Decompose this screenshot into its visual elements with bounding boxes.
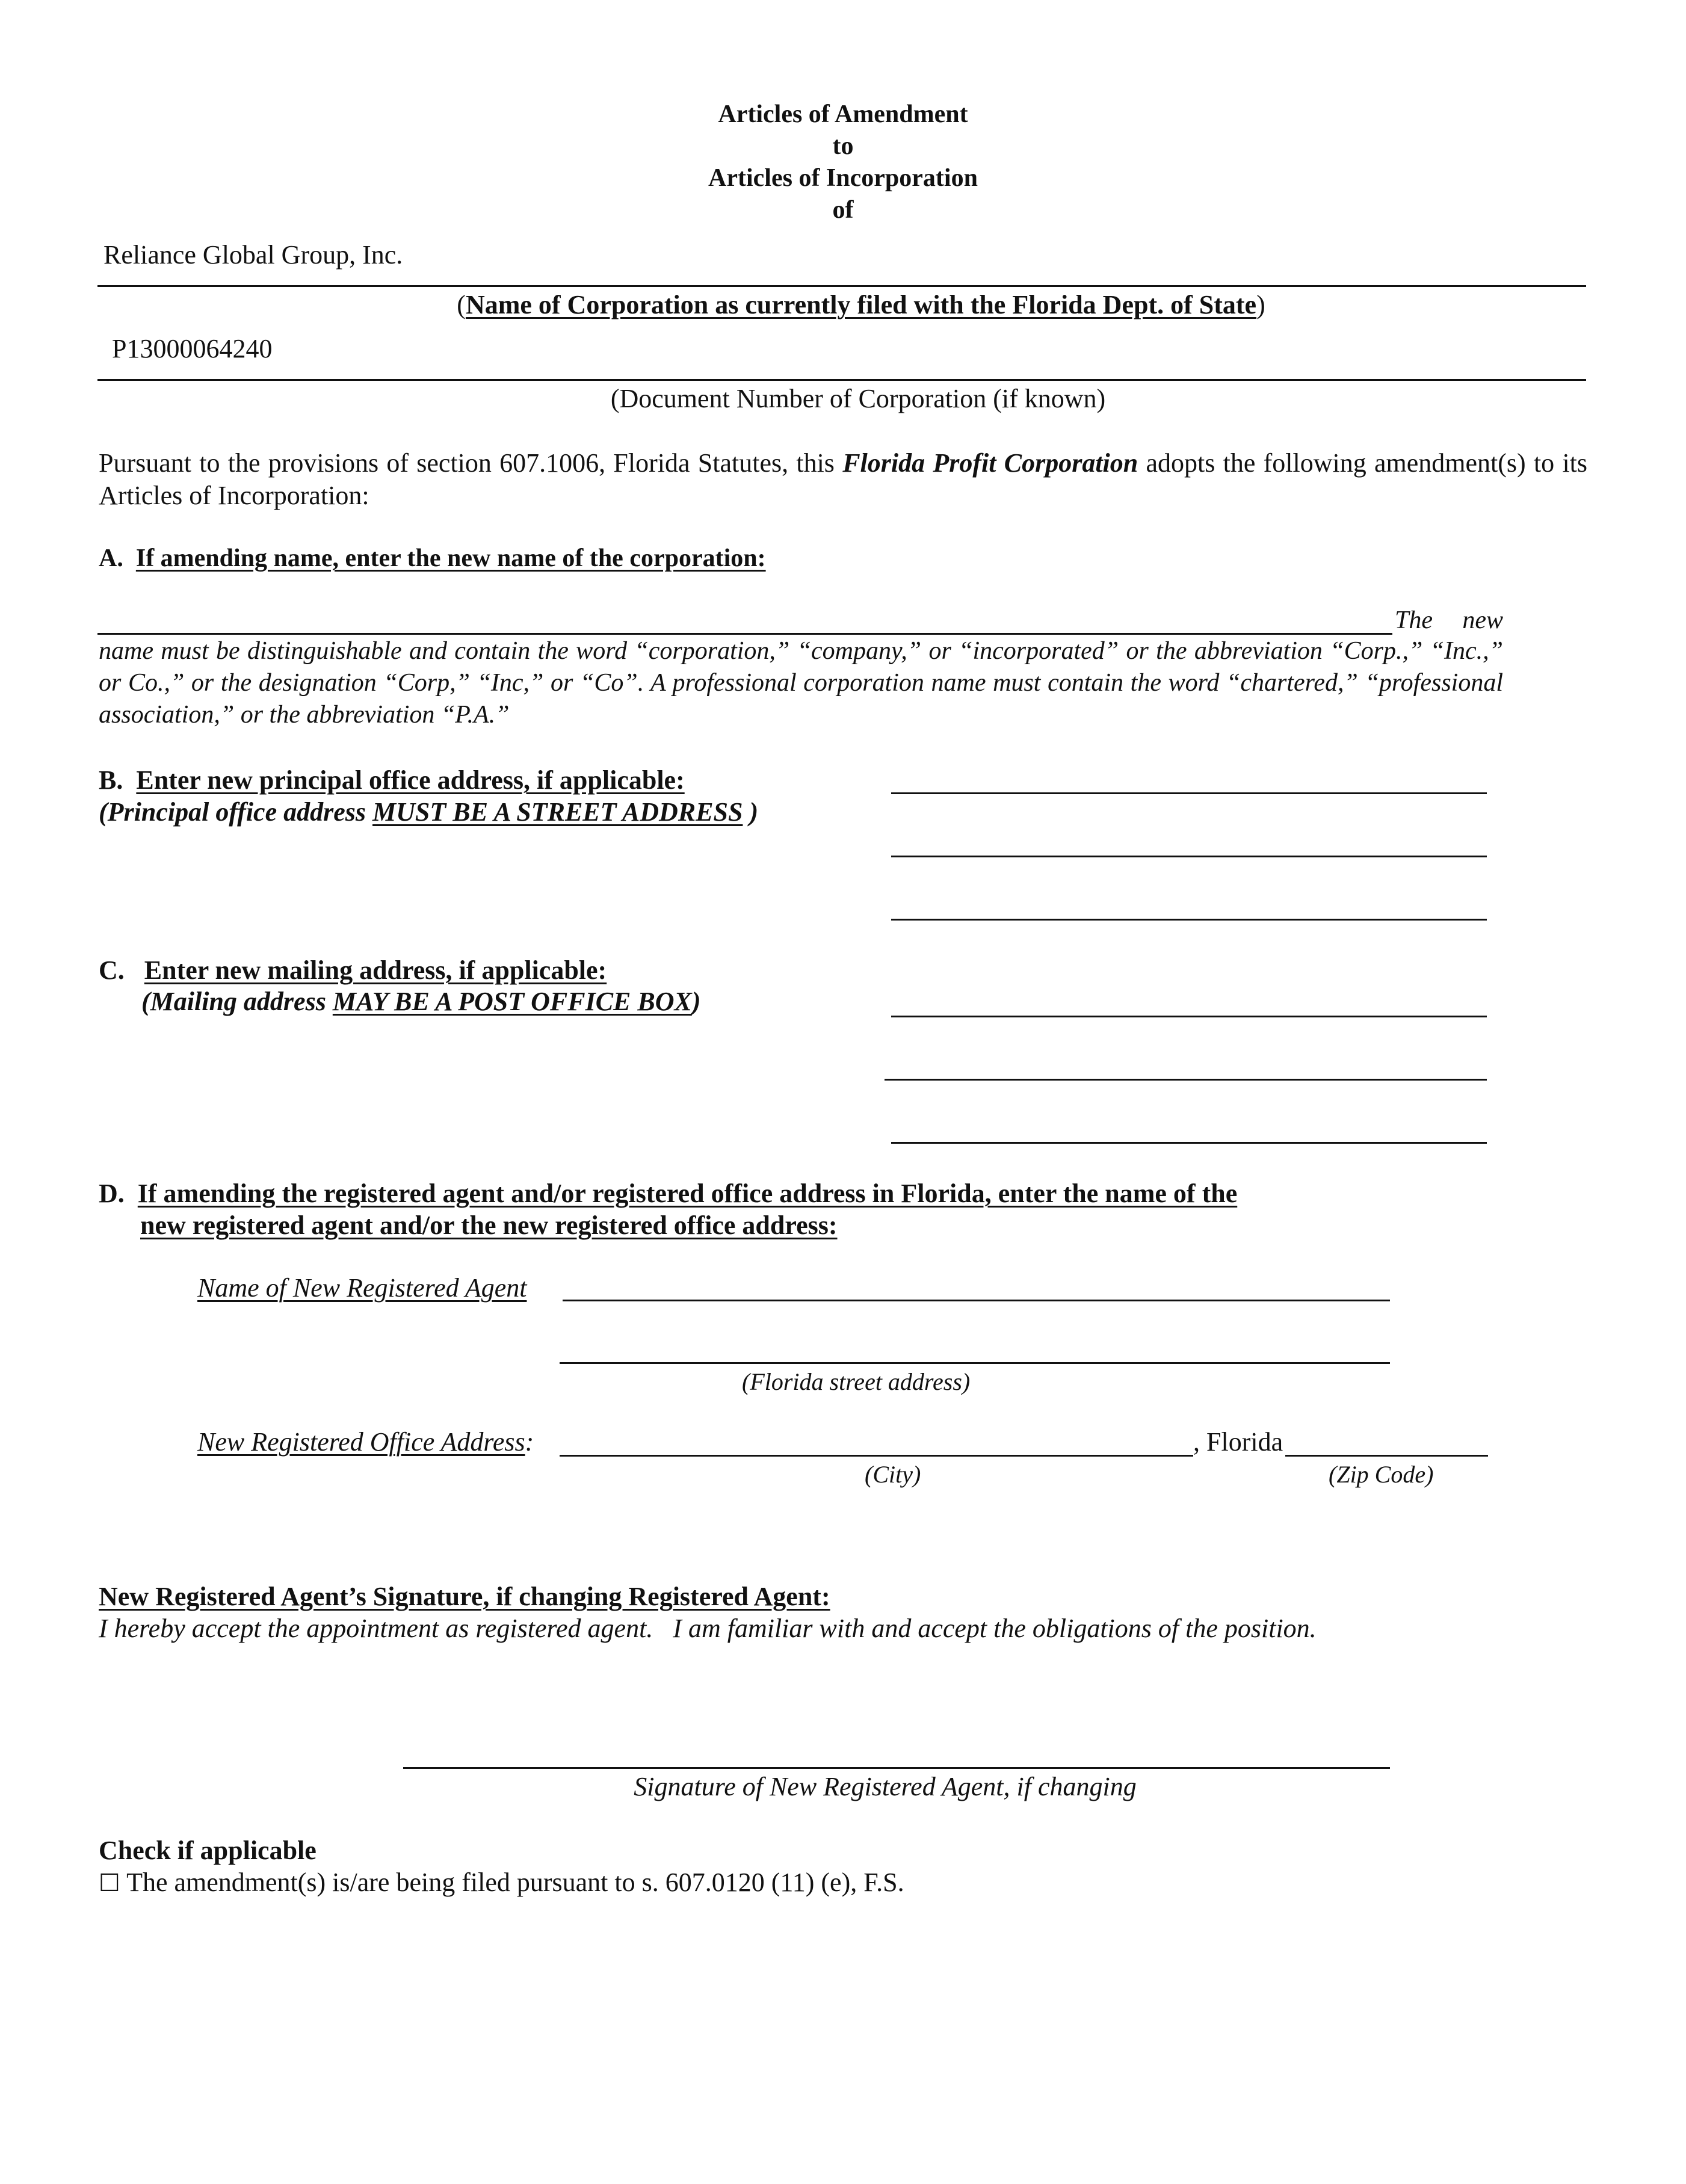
section-d-heading-1 [99,1177,1237,1210]
intro-paragraph [99,447,1587,512]
section-a-heading-text: If amending name, enter the new name of the corporation: [135,544,766,572]
check-text: The amendment(s) is/are being filed pursuant to s. 607.0120 (11) (e), F.S. [126,1868,904,1897]
principal-address-line-3[interactable] [891,919,1487,921]
section-d-prefix: D. [99,1179,125,1208]
street-address-caption: (Florida street address) [742,1368,971,1395]
title-line-3: Articles of Incorporation [708,164,978,192]
checkbox[interactable]: ☐ [99,1869,120,1897]
section-a-prefix: A. [99,544,123,572]
signature-heading: New Registered Agent’s Signature, if changing Registered Agent: [99,1582,830,1611]
title-line-2: to [832,132,854,160]
agent-signature-field[interactable] [403,1767,1390,1769]
city-field[interactable] [560,1455,1193,1457]
section-c-note-before: (Mailing address [141,987,333,1016]
section-c-note-emphasis: MAY BE A POST OFFICE BOX [332,987,692,1016]
section-c-heading [99,954,607,987]
section-a-heading [99,542,766,575]
mailing-address-line-3[interactable] [891,1142,1487,1144]
title-line-1: Articles of Amendment [718,100,968,128]
florida-street-address-field[interactable] [560,1362,1390,1364]
document-number-line[interactable] [97,379,1586,381]
section-b-note-after: ) [743,797,759,827]
signature-statement: I hereby accept the appointment as registered agent. I am familiar with and accept the obligations of the position. [99,1614,1317,1643]
intro-text-after: adopts the following amendment(s) to its Articles of Incorporation: [99,448,1588,510]
principal-address-line-1[interactable] [891,792,1487,794]
agent-name-field[interactable] [563,1300,1390,1301]
section-c-note [141,986,701,1018]
office-address-colon: : [525,1427,534,1457]
new-corporation-name-field[interactable] [97,633,1392,635]
agent-name-label: Name of New Registered Agent [197,1273,527,1303]
section-a-note: name must be distinguishable and contain the word “corporation,” “company,” or “incorporated” or the abbreviation “Corp.,” “Inc.,” or Co.,” or the designation “Corp,” “Inc,” or “Co”. A professional corporation name must contain the word “chartered,” “professional association,” or the abbreviation “P.A.” [99,637,1503,729]
office-address-label-text: New Registered Office Address [197,1427,525,1457]
office-address-label [197,1426,534,1458]
corporation-name-caption-text: Name of Corporation as currently filed with the Florida Dept. of State [465,290,1257,319]
intro-text-before: Pursuant to the provisions of section 607.1006, Florida Statutes, this [99,448,843,478]
title-line-4: of [832,196,854,224]
section-c-heading-text: Enter new mailing address, if applicable: [144,955,607,985]
section-d-heading-2 [140,1209,838,1242]
check-row [99,1866,904,1899]
corporation-name-line[interactable] [97,285,1586,287]
section-d-heading-text-1: If amending the registered agent and/or registered office address in Florida, enter the name of the [137,1179,1238,1208]
section-a-note-lead: The new [1395,606,1503,634]
document-number-caption: (Document Number of Corporation (if known) [610,384,1106,413]
mailing-address-line-2[interactable] [885,1079,1487,1081]
corporation-name-value: Reliance Global Group, Inc. [103,240,403,270]
florida-text: , Florida [1193,1427,1283,1457]
intro-emphasis: Florida Profit Corporation [842,448,1138,478]
mailing-address-line-1[interactable] [891,1016,1487,1017]
section-b-note-before: (Principal office address [99,797,373,827]
section-b-prefix: B. [99,765,123,795]
city-caption: (City) [865,1461,921,1488]
section-b-heading-text: Enter new principal office address, if applicable: [136,765,685,795]
document-number-value: P13000064240 [112,334,273,363]
section-d-heading-text-2: new registered agent and/or the new registered office address: [140,1211,838,1240]
signature-caption: Signature of New Registered Agent, if changing [634,1772,1137,1801]
zip-code-field[interactable] [1285,1455,1488,1457]
check-heading: Check if applicable [99,1836,317,1865]
section-c-prefix: C. [99,955,125,985]
corporation-name-caption: (Name of Corporation as currently filed with the Florida Dept. of State) [457,290,1265,319]
zip-caption: (Zip Code) [1329,1461,1434,1488]
section-b-heading [99,764,685,797]
section-c-note-after: ) [691,987,701,1016]
section-b-note [99,796,758,828]
section-b-note-emphasis: MUST BE A STREET ADDRESS [372,797,743,827]
principal-address-line-2[interactable] [891,856,1487,857]
